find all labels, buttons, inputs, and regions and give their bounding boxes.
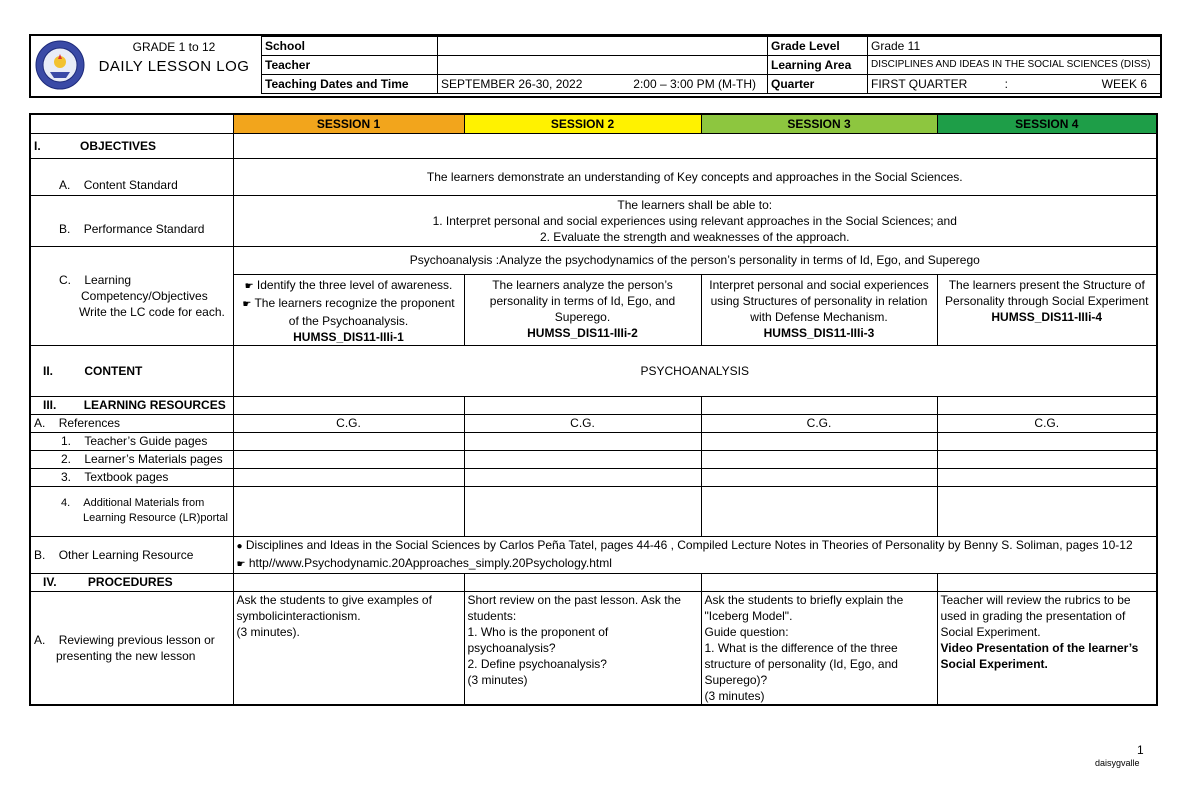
reviewing-s4-bold: Social Experiment. — [940, 656, 1048, 671]
additional-materials-num: 4. — [61, 497, 71, 509]
dates-cell — [438, 75, 768, 94]
reviewing-label-1: Reviewing previous lesson or — [58, 632, 215, 647]
resources-num: III. — [43, 398, 57, 412]
competency-s4-line: Personality through Social Experiment — [945, 293, 1149, 308]
textbook-s2 — [464, 468, 701, 486]
quarter-value: FIRST QUARTER — [871, 77, 968, 91]
arrow-bullet-icon: ☛ — [236, 558, 246, 570]
textbook-s1 — [233, 468, 464, 486]
performance-line: The learners shall be able to: — [617, 197, 773, 212]
page-number: 1 — [1137, 743, 1144, 757]
session-2-header: SESSION 2 — [464, 114, 701, 133]
quarter-separator: : — [1004, 77, 1008, 91]
procedures-blank-2 — [464, 573, 701, 591]
competency-s2-line: The learners analyze the person’s — [492, 277, 673, 292]
reviewing-label-2: presenting the new lesson — [56, 648, 196, 663]
reviewing-s3-line: 1. What is the difference of the three — [704, 640, 898, 655]
competency-s3-line: with Defense Mechanism. — [750, 309, 888, 324]
textbook-label: Textbook pages — [84, 470, 169, 484]
quarter-label: Quarter — [768, 75, 868, 94]
teachers-guide-s3 — [701, 432, 937, 450]
teachers-guide-s4 — [937, 432, 1157, 450]
additional-materials-label-1: Additional Materials from — [83, 497, 205, 509]
teachers-guide-s2 — [464, 432, 701, 450]
quarter-cell — [868, 75, 1161, 94]
performance-line: 1. Interpret personal and social experiences using relevant approaches in the Social Sciences; and — [432, 213, 957, 228]
performance-standard-text — [233, 195, 1157, 246]
content-num: II. — [43, 363, 54, 378]
learners-materials-label: Learner’s Materials pages — [84, 452, 223, 466]
competency-s2-code: HUMSS_DIS11-IIIi-2 — [527, 325, 638, 340]
grade-range: GRADE 1 to 12 — [132, 40, 216, 54]
competency-s3-line: Interpret personal and social experiences — [709, 277, 929, 292]
additional-materials-s3 — [701, 486, 937, 536]
bullet-icon: ● — [236, 540, 243, 552]
content-standard-letter: A. — [59, 177, 71, 192]
competency-s2-line: Superego. — [554, 309, 611, 324]
reviewing-s2-line: Short review on the past lesson. Ask the — [467, 592, 681, 607]
reviewing-letter: A. — [34, 632, 46, 647]
dll-header — [29, 34, 1162, 98]
teachers-guide-num: 1. — [61, 434, 72, 448]
performance-standard-row-label — [30, 195, 233, 246]
procedures-blank-4 — [937, 573, 1157, 591]
objectives-heading — [30, 133, 233, 158]
additional-materials-s1 — [233, 486, 464, 536]
resources-blank-1 — [233, 396, 464, 414]
reviewing-s1-line: symbolicinteractionism. — [236, 608, 361, 623]
competency-row-label — [30, 246, 233, 345]
learners-materials-row-label — [30, 450, 233, 468]
learners-materials-s2 — [464, 450, 701, 468]
resources-heading — [30, 396, 233, 414]
resources-label: LEARNING RESOURCES — [83, 398, 226, 412]
grade-level-label: Grade Level — [768, 37, 868, 56]
procedures-label: PROCEDURES — [87, 575, 173, 589]
session-4-header: SESSION 4 — [937, 114, 1157, 133]
teachers-guide-s1 — [233, 432, 464, 450]
other-resource-content — [233, 536, 1157, 573]
session-1-header: SESSION 1 — [233, 114, 464, 133]
footer-author: daisygvalle — [1095, 758, 1140, 768]
learners-materials-s4 — [937, 450, 1157, 468]
content-standard-row-label — [30, 158, 233, 195]
reviewing-s3-line: Superego)? — [704, 672, 768, 687]
references-s1: C.G. — [233, 414, 464, 432]
reviewing-s2-line: 1. Who is the proponent of — [467, 624, 609, 639]
references-letter: A. — [34, 416, 46, 430]
week-value: WEEK 6 — [1101, 77, 1147, 91]
competency-session-1 — [233, 274, 464, 345]
procedures-blank-1 — [233, 573, 464, 591]
other-resource-label: Other Learning Resource — [58, 547, 194, 562]
reviewing-s1-line: Ask the students to give examples of — [236, 592, 432, 607]
dll-title-block — [89, 38, 259, 75]
reviewing-s3-line: Ask the students to briefly explain the — [704, 592, 904, 607]
learners-materials-s1 — [233, 450, 464, 468]
competency-s1-code: HUMSS_DIS11-IIIi-1 — [293, 329, 404, 344]
resources-blank-3 — [701, 396, 937, 414]
learners-materials-s3 — [701, 450, 937, 468]
resources-blank-4 — [937, 396, 1157, 414]
reviewing-s1-line: (3 minutes). — [236, 624, 300, 639]
deped-seal-icon — [35, 40, 85, 90]
learning-area-label: Learning Area — [768, 56, 868, 75]
competency-label-1: Learning — [84, 272, 132, 287]
procedures-heading — [30, 573, 233, 591]
time-value: 2:00 – 3:00 PM (M-TH) — [633, 77, 756, 91]
reviewing-s2-line: 2. Define psychoanalysis? — [467, 656, 607, 671]
competency-s4-code: HUMSS_DIS11-IIIi-4 — [991, 309, 1103, 324]
reviewing-s2-line: students: — [467, 608, 517, 623]
competency-session-2 — [464, 274, 701, 345]
content-standard-text: The learners demonstrate an understanding of Key concepts and approaches in the Social Sciences. — [233, 158, 1157, 195]
reviewing-s2-line: (3 minutes) — [467, 672, 528, 687]
textbook-s3 — [701, 468, 937, 486]
references-row-label — [30, 414, 233, 432]
competency-label-3: Write the LC code for each. — [79, 304, 225, 319]
reviewing-s3-line: "Iceberg Model". — [704, 608, 793, 623]
references-s2: C.G. — [464, 414, 701, 432]
textbook-num: 3. — [61, 470, 72, 484]
objectives-blank — [233, 133, 1157, 158]
content-value: PSYCHOANALYSIS — [233, 345, 1157, 396]
session-3-header: SESSION 3 — [701, 114, 937, 133]
competency-label-2: Competency/Objectives — [81, 288, 208, 303]
textbook-s4 — [937, 468, 1157, 486]
learning-area-value: DISCIPLINES AND IDEAS IN THE SOCIAL SCIENCES (DISS) — [868, 56, 1161, 75]
competency-s3-code: HUMSS_DIS11-IIIi-3 — [763, 325, 875, 340]
reviewing-row-label — [30, 591, 233, 705]
reviewing-s3-line: Guide question: — [704, 624, 789, 639]
teachers-guide-label: Teacher’s Guide pages — [84, 434, 208, 448]
competency-session-4 — [937, 274, 1157, 345]
lesson-log-table — [29, 113, 1158, 706]
teachers-guide-row-label — [30, 432, 233, 450]
other-resource-letter: B. — [34, 547, 46, 562]
school-value — [438, 37, 768, 56]
objectives-num: I. — [34, 138, 41, 153]
procedures-blank-3 — [701, 573, 937, 591]
session-header-blank — [30, 114, 233, 133]
objectives-label: OBJECTIVES — [80, 138, 157, 153]
additional-materials-s2 — [464, 486, 701, 536]
content-heading — [30, 345, 233, 396]
references-s4: C.G. — [937, 414, 1157, 432]
content-standard-label: Content Standard — [83, 177, 178, 192]
competency-s1-line1: Identify the three level of awareness. — [256, 277, 453, 292]
competency-main: Psychoanalysis :Analyze the psychodynamics of the person’s personality in terms of Id, Ego, and Superego — [233, 246, 1157, 274]
reviewing-session-1 — [233, 591, 464, 705]
reviewing-s2-line: psychoanalysis? — [467, 640, 556, 655]
dll-title: DAILY LESSON LOG — [98, 58, 250, 75]
competency-s1-line2: The learners recognize the proponent — [254, 295, 455, 310]
school-label: School — [262, 37, 438, 56]
competency-s4-line: The learners present the Structure of — [948, 277, 1145, 292]
reviewing-session-4 — [937, 591, 1157, 705]
procedures-num: IV. — [43, 575, 57, 589]
other-resource-row-label — [30, 536, 233, 573]
performance-line: 2. Evaluate the strength and weaknesses of the approach. — [539, 229, 850, 244]
competency-s2-line: personality in terms of Id, Ego, and — [489, 293, 676, 308]
resources-blank-2 — [464, 396, 701, 414]
header-info-table — [261, 36, 1161, 94]
reviewing-session-2 — [464, 591, 701, 705]
textbook-row-label — [30, 468, 233, 486]
reviewing-s4-bold: Video Presentation of the learner’s — [940, 640, 1139, 655]
other-resource-line1: Disciplines and Ideas in the Social Sciences by Carlos Peña Tatel, pages 44-46 , Compiled Lecture Notes in Theories of Personality by Benny S. Soliman, pages 10-12 — [245, 537, 1133, 552]
performance-standard-label: Performance Standard — [83, 221, 205, 236]
additional-materials-label-2: Learning Resource (LR)portal — [83, 512, 228, 524]
reviewing-s4-line: used in grading the presentation of — [940, 608, 1126, 623]
performance-standard-letter: B. — [59, 221, 71, 236]
reviewing-s3-line: (3 minutes) — [704, 688, 765, 703]
references-label: References — [58, 416, 121, 430]
dates-label: Teaching Dates and Time — [262, 75, 438, 94]
other-resource-link[interactable]: http//www.Psychodynamic.20Approaches_simply.20Psychology.html — [248, 555, 612, 570]
additional-materials-s4 — [937, 486, 1157, 536]
competency-letter: C. — [59, 272, 71, 287]
competency-s3-line: using Structures of personality in relation — [710, 293, 928, 308]
teacher-value — [438, 56, 768, 75]
reviewing-s4-line: Teacher will review the rubrics to be — [940, 592, 1131, 607]
competency-session-3 — [701, 274, 937, 345]
teacher-label: Teacher — [262, 56, 438, 75]
reviewing-session-3 — [701, 591, 937, 705]
content-label: CONTENT — [84, 363, 143, 378]
reviewing-s4-line: Social Experiment. — [940, 624, 1041, 639]
grade-level-value: Grade 11 — [868, 37, 1161, 56]
learners-materials-num: 2. — [61, 452, 72, 466]
competency-s1-line3: of the Psychoanalysis. — [288, 313, 409, 328]
dates-value: SEPTEMBER 26-30, 2022 — [441, 77, 583, 91]
references-s3: C.G. — [701, 414, 937, 432]
arrow-bullet-icon: ☛ — [244, 280, 254, 292]
additional-materials-row-label — [30, 486, 233, 536]
reviewing-s3-line: structure of personality (Id, Ego, and — [704, 656, 898, 671]
arrow-bullet-icon: ☛ — [242, 298, 252, 310]
